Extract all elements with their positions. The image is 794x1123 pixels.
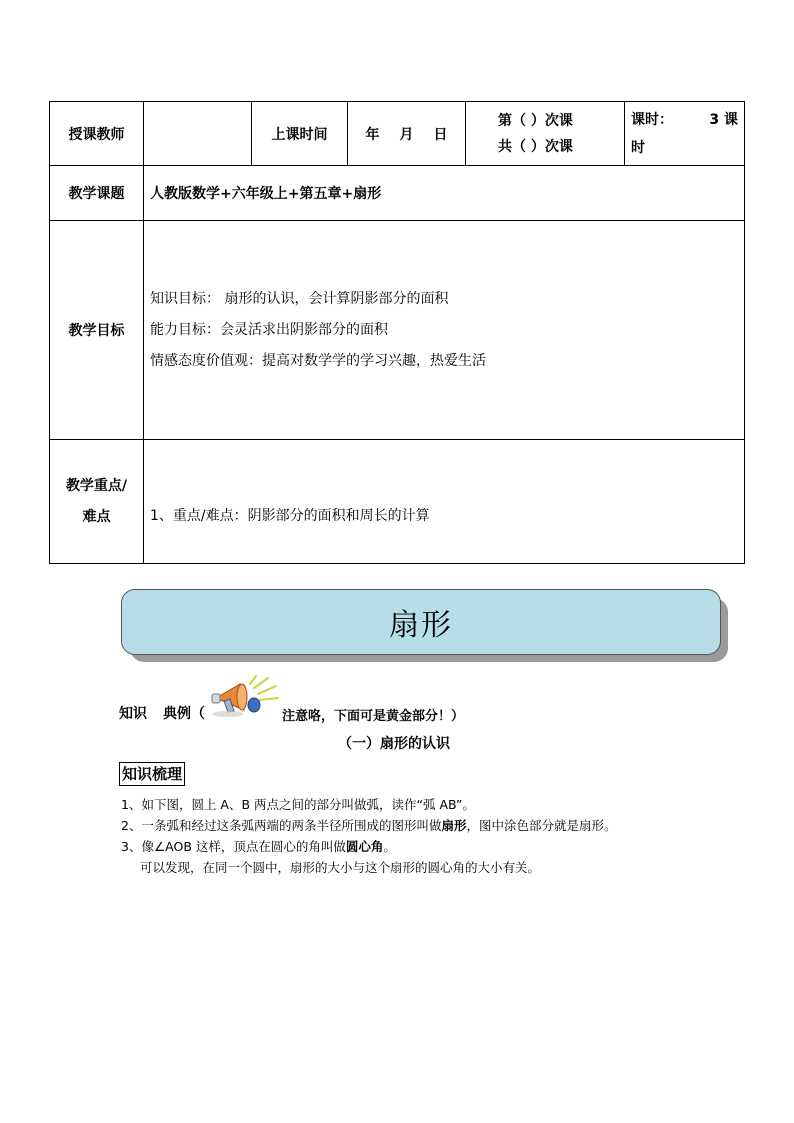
point-4: 可以发现，在同一个圆中，扇形的大小与这个扇形的圆心角的大小有关。 <box>140 860 541 875</box>
knowledge-header <box>119 703 205 723</box>
point-3-term: 圆心角 <box>345 839 384 854</box>
point-2-tail: ，图中涂色部分就是扇形。 <box>466 818 617 833</box>
teacher-label: 授课教师 <box>50 102 144 166</box>
date-month: 月 <box>399 126 414 143</box>
goal-list <box>144 221 745 440</box>
time-label: 上课时间 <box>252 102 348 166</box>
goal-ability: 能力目标：会灵活求出阴影部分的面积 <box>150 321 388 338</box>
knowledge-header-part2: 典例（ <box>163 706 205 722</box>
key-label-line1: 教学重点/ <box>65 477 128 494</box>
goal-label: 教学目标 <box>50 221 144 440</box>
knowledge-header-part1: 知识 <box>119 706 147 722</box>
date-day: 日 <box>433 126 448 143</box>
date-cell <box>348 102 466 166</box>
topic-label: 教学课题 <box>50 166 144 221</box>
lesson-number-line: 第（ ）次课 <box>498 112 573 129</box>
teacher-value <box>144 102 252 166</box>
hours-unit: 时 <box>631 139 645 156</box>
point-3 <box>121 836 617 857</box>
topic-value: 人教版数学+六年级上+第五章+扇形 <box>144 166 745 221</box>
point-2 <box>121 815 617 836</box>
key-label <box>50 440 144 564</box>
subsection-title: （一）扇形的认识 <box>338 736 450 752</box>
banner-title: 扇形 <box>121 589 721 655</box>
lesson-info-table <box>49 101 745 564</box>
lesson-count-cell <box>466 102 625 166</box>
lesson-total-line: 共（ ）次课 <box>498 138 573 155</box>
key-label-line2: 难点 <box>82 508 111 525</box>
knowledge-points <box>121 794 617 878</box>
date-year: 年 <box>365 126 380 143</box>
goal-knowledge: 知识目标： 扇形的认识，会计算阴影部分的面积 <box>150 290 449 307</box>
point-3-tail: 。 <box>383 839 396 854</box>
point-3-text: 3、像∠AOB 这样，顶点在圆心的角叫做 <box>121 839 346 854</box>
point-2-term: 扇形 <box>441 818 467 833</box>
hours-label: 课时： <box>631 111 673 128</box>
key-value: 1、重点/难点：阴影部分的面积和周长的计算 <box>144 440 745 564</box>
megaphone-icon <box>210 674 282 720</box>
goal-attitude: 情感态度价值观：提高对数学学的学习兴趣，热爱生活 <box>150 352 486 369</box>
point-2-text: 2、一条弧和经过这条弧两端的两条半径所围成的图形叫做 <box>121 818 442 833</box>
point-1: 1、如下图，圆上 A、B 两点之间的部分叫做弧，读作“弧 AB”。 <box>121 797 475 812</box>
hours-cell <box>625 102 745 166</box>
section-box-label: 知识梳理 <box>119 762 185 786</box>
hours-value: 3 课 <box>709 111 738 128</box>
knowledge-note: 注意咯，下面可是黄金部分！） <box>282 709 465 724</box>
